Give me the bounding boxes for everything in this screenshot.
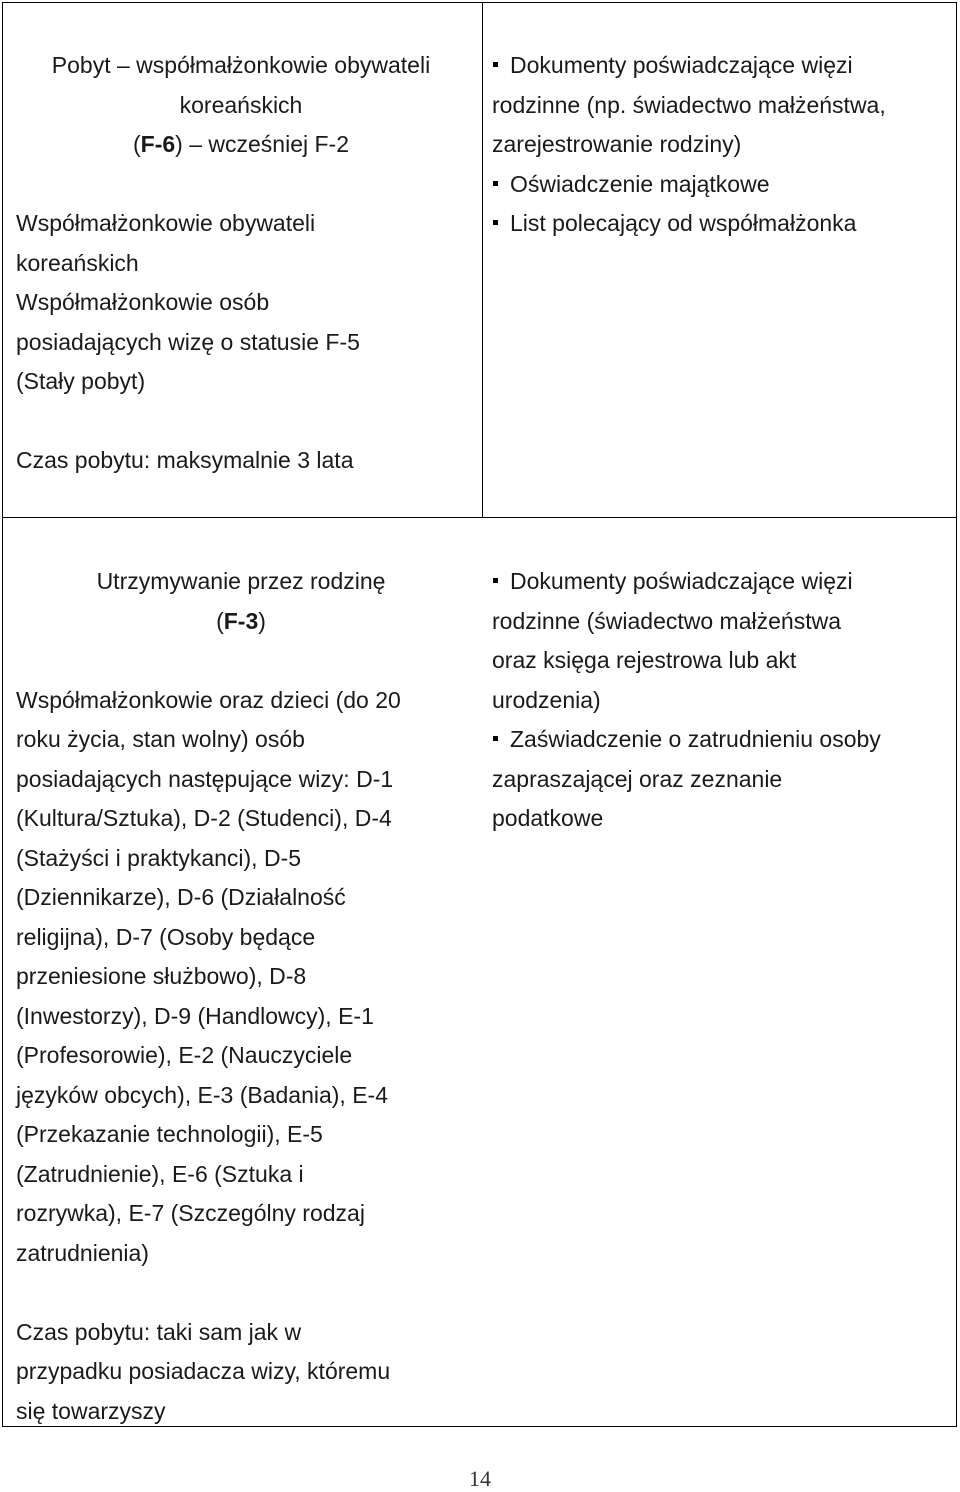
visa-f3-desc-line: przeniesione służbowo), D-8 [16, 963, 307, 989]
visa-f3-desc-line: (Stażyści i praktykanci), D-5 [16, 844, 302, 871]
visa-f3-desc-line: (Zatrudnienie), E-6 (Sztuka i [16, 1160, 304, 1187]
visa-f3-desc-line: (Kultura/Sztuka), D-2 (Studenci), D-4 [16, 805, 392, 831]
visa-f6-code-line: (F-6) – wcześniej F-2 [133, 131, 349, 157]
visa-f6-desc-line: Współmałżonkowie obywateli [16, 210, 316, 236]
column-divider [482, 3, 483, 518]
row-divider [3, 517, 956, 518]
visa-f3-desc-line: rozrywka), E-7 (Szczególny rodzaj [16, 1200, 365, 1226]
visa-f3-desc-line: zatrudnienia) [16, 1239, 149, 1266]
visa-f3-desc-line: (Inwestorzy), D-9 (Handlowcy), E-1 [16, 1002, 374, 1029]
visa-f3-stay-duration: Czas pobytu: taki sam jak w [16, 1318, 302, 1345]
bullet-icon [493, 181, 498, 186]
document-item-continuation: zapraszającej oraz zeznanie [492, 765, 783, 792]
visa-f6-title-line-2: koreańskich [179, 91, 303, 118]
visa-f3-desc-line: (Profesorowie), E-2 (Nauczyciele [16, 1042, 353, 1068]
visa-code: F-3 [223, 607, 259, 634]
visa-f3-desc-line: (Przekazanie technologii), E-5 [16, 1121, 323, 1147]
visa-f6-documents [492, 46, 952, 244]
document-item-continuation: rodzinne (świadectwo małżeństwa [492, 607, 841, 634]
visa-f6-desc-line: posiadających wizę o statusie F-5 [16, 328, 360, 355]
visa-f3-desc-line: Współmałżonkowie oraz dzieci (do 20 [16, 686, 401, 713]
visa-f6-desc-line: Współmałżonkowie osób [16, 289, 270, 315]
visa-f3-desc-line: języków obcych), E-3 (Badania), E-4 [16, 1081, 388, 1108]
bullet-icon [493, 736, 498, 741]
visa-code: F-6 [140, 131, 176, 157]
document-item: List polecający od współmałżonka [492, 204, 952, 244]
document-item-continuation: oraz księga rejestrowa lub akt [492, 647, 797, 673]
visa-f3-cell [16, 562, 466, 1431]
document-item-continuation: urodzenia) [492, 686, 601, 713]
document-item: Dokumenty poświadczające więzi [492, 46, 952, 86]
visa-f3-stay-duration: się towarzyszy [16, 1397, 166, 1424]
visa-f6-desc-line: (Stały pobyt) [16, 368, 146, 394]
document-item: Dokumenty poświadczające więzi [492, 562, 952, 602]
visa-f6-desc-line: koreańskich [16, 249, 139, 276]
visa-f6-cell [16, 46, 466, 481]
visa-f6-title-line-1: Pobyt – współmałżonkowie obywateli [51, 52, 431, 78]
bullet-icon [493, 62, 498, 67]
page-number: 14 [469, 1466, 491, 1491]
document-item: Zaświadczenie o zatrudnieniu osoby [492, 720, 952, 760]
document-item-continuation: zarejestrowanie rodziny) [492, 131, 742, 157]
visa-f3-desc-line: roku życia, stan wolny) osób [16, 726, 305, 752]
visa-table [2, 2, 957, 1427]
visa-f3-code-line: (F-3) [216, 607, 266, 634]
document-item-continuation: rodzinne (np. świadectwo małżeństwa, [492, 91, 886, 118]
document-item-continuation: podatkowe [492, 805, 604, 831]
bullet-icon [493, 220, 498, 225]
visa-f3-documents [492, 562, 952, 839]
visa-f3-desc-line: religijna), D-7 (Osoby będące [16, 923, 316, 950]
visa-f3-desc-line: (Dziennikarze), D-6 (Działalność [16, 884, 346, 910]
visa-f3-desc-line: posiadających następujące wizy: D-1 [16, 765, 394, 792]
bullet-icon [493, 578, 498, 583]
document-item: Oświadczenie majątkowe [492, 165, 952, 205]
visa-f6-stay-duration: Czas pobytu: maksymalnie 3 lata [16, 447, 354, 473]
visa-f3-title: Utrzymywanie przez rodzinę [96, 568, 386, 594]
visa-f3-stay-duration: przypadku posiadacza wizy, któremu [16, 1358, 391, 1384]
